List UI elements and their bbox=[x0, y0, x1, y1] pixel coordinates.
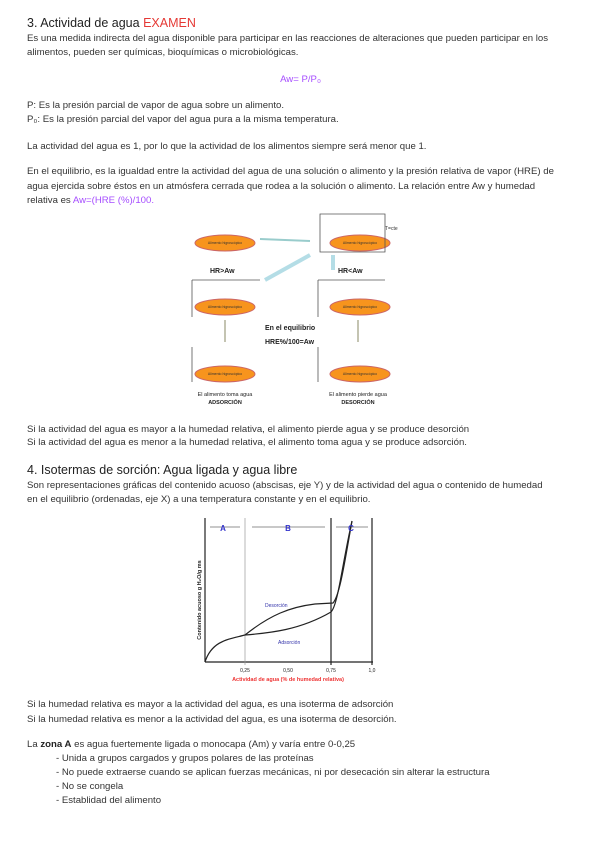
p0-definition: P₀: Es la presión parcial del vapor del agua pura a la misma temperatura. bbox=[27, 114, 339, 125]
x-tick: 0,25 bbox=[240, 668, 250, 674]
svg-text:T=cte: T=cte bbox=[385, 226, 398, 232]
x-tick: 1,0 bbox=[368, 668, 376, 674]
s3-intro-1: Es una medida indirecta del agua disponible para participar en las reacciones de alteraciones que pueden participar en los bbox=[27, 33, 549, 44]
x-tick: 0,75 bbox=[326, 668, 336, 674]
x-tick: 0,50 bbox=[283, 668, 293, 674]
bullet-item: - No se congela bbox=[56, 781, 124, 792]
s4-after-2: Si la humedad relativa es menor a la actividad del agua, es una isoterma de desorción. bbox=[27, 714, 397, 725]
svg-text:HR>Aw: HR>Aw bbox=[210, 268, 235, 275]
svg-text:Alimento higroscópico: Alimento higroscópico bbox=[342, 241, 378, 245]
s3-after-1: Si la actividad del agua es mayor a la humedad relativa, el alimento pierde agua y se produce desorción bbox=[27, 424, 470, 435]
zone-a-text: La zona A es agua fuertemente ligada o monocapa (Am) y varía entre 0-0,25 bbox=[27, 739, 356, 750]
svg-text:HR<Aw: HR<Aw bbox=[338, 268, 363, 275]
svg-text:Alimento higroscópico: Alimento higroscópico bbox=[207, 305, 243, 309]
eq-text-2: agua ejercida sobre éstos en un atmósfera cerrada que rodea a la solución o alimento. La relación entre Aw y humedad bbox=[27, 181, 536, 192]
bullet-item: - Unida a grupos cargados y grupos polares de las proteínas bbox=[56, 753, 314, 764]
section-4-heading: 4. Isotermas de sorción: Agua ligada y agua libre bbox=[27, 463, 298, 477]
bullet-item: - No puede extraerse cuando se aplican fuerzas mecánicas, ni por desecación sin alterar la estructura bbox=[56, 767, 490, 778]
y-axis-label: Contenido acuoso g H₂O/g ms bbox=[197, 560, 203, 640]
svg-text:En el equilibrio: En el equilibrio bbox=[265, 325, 316, 332]
svg-text:ADSORCIÓN: ADSORCIÓN bbox=[208, 400, 242, 406]
x-axis-label: Actividad de agua (% de humedad relativa) bbox=[232, 677, 344, 683]
svg-text:Alimento higroscópico: Alimento higroscópico bbox=[207, 372, 243, 376]
aw-formula: Aw= P/P₀ bbox=[280, 74, 321, 85]
s4-intro-2: en el equilibrio (ordenadas, eje X) a una temperatura constante y en el equilibrio. bbox=[27, 494, 371, 505]
zone-label-b: B bbox=[285, 524, 291, 533]
s4-after-1: Si la humedad relativa es mayor a la actividad del agua, es una isoterma de adsorción bbox=[27, 699, 394, 710]
svg-text:Alimento higroscópico: Alimento higroscópico bbox=[207, 241, 243, 245]
adsorption-label: Adsorción bbox=[278, 640, 301, 646]
s3-after-2: Si la actividad del agua es menor a la humedad relativa, el alimento toma agua y se produce adsorción. bbox=[27, 437, 467, 448]
svg-text:Alimento higroscópico: Alimento higroscópico bbox=[342, 305, 378, 309]
bullet-item: - Establidad del alimento bbox=[56, 795, 162, 806]
s4-intro-1: Son representaciones gráficas del contenido acuoso (abscisas, eje Y) y de la actividad del agua o contenido de humedad bbox=[27, 480, 543, 491]
sorption-isotherm-chart bbox=[190, 515, 390, 685]
section-3-heading: 3. Actividad de agua EXAMEN bbox=[27, 16, 196, 30]
svg-text:Alimento higroscópico: Alimento higroscópico bbox=[342, 372, 378, 376]
eq-text-3: relativa es Aw=(HRE (%)/100. bbox=[27, 195, 155, 206]
eq-text-1: En el equilibrio, es la igualdad entre la actividad del agua de una solución o alimento y la presión relativa de vapor (HRE) de bbox=[27, 166, 554, 177]
zone-label-c: C bbox=[348, 524, 354, 533]
aw-one-text: La actividad del agua es 1, por lo que la actividad de los alimentos siempre será menor que 1. bbox=[27, 141, 427, 152]
svg-text:HRE%/100=Aw: HRE%/100=Aw bbox=[265, 339, 315, 346]
s3-intro-2: alimentos, pueden ser químicas, bioquímicas o microbiológicas. bbox=[27, 47, 299, 58]
exam-tag: EXAMEN bbox=[143, 16, 196, 30]
svg-text:El alimento pierde agua: El alimento pierde agua bbox=[329, 392, 387, 398]
p-definition: P: Es la presión parcial de vapor de agua sobre un alimento. bbox=[27, 100, 285, 111]
desorption-label: Desorción bbox=[265, 603, 288, 609]
svg-text:El alimento toma agua: El alimento toma agua bbox=[197, 392, 253, 398]
sorption-equilibrium-diagram bbox=[180, 210, 420, 410]
svg-text:DESORCIÓN: DESORCIÓN bbox=[341, 400, 375, 406]
desorption-curve bbox=[245, 521, 352, 635]
zone-label-a: A bbox=[220, 524, 226, 533]
